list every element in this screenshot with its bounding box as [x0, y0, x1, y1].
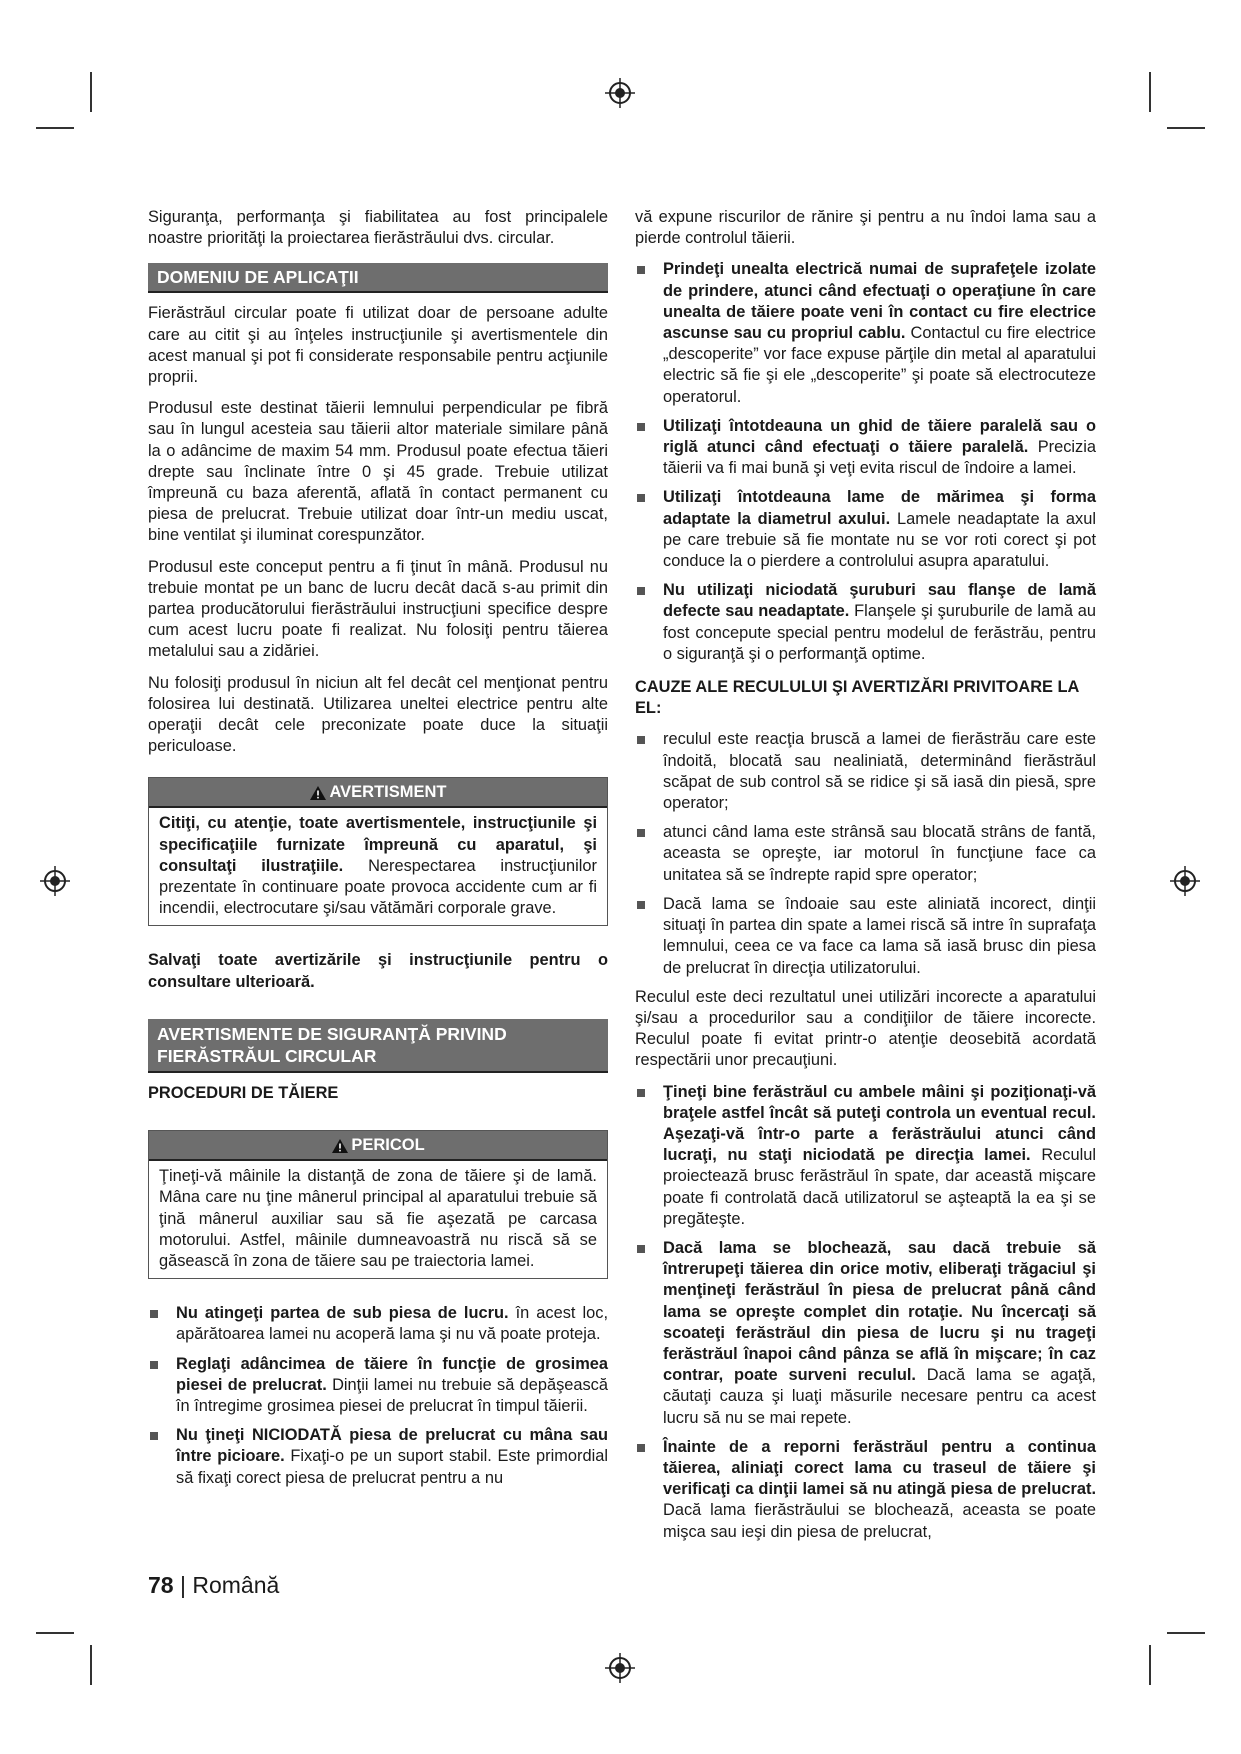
section-title-domeniu: DOMENIU DE APLICAŢII	[148, 263, 608, 293]
crop-mark	[1149, 72, 1151, 112]
registration-mark-icon	[605, 1653, 635, 1683]
bullet-square-icon	[150, 1310, 158, 1318]
crop-mark	[1167, 1632, 1205, 1634]
footer-separator: |	[173, 1572, 193, 1598]
warning-box	[148, 777, 608, 926]
list-item: atunci când lama este strânsă sau blocată strâns de fantă, aceasta se opreşte, iar motorul în funcţiune face ca unitatea să se îndrepte rapid spre operator;	[635, 822, 1096, 886]
bullet-square-icon	[637, 1245, 645, 1253]
crop-mark	[36, 1632, 74, 1634]
registration-mark-icon	[1170, 866, 1200, 896]
bullet-square-icon	[637, 266, 645, 274]
danger-box	[148, 1130, 608, 1279]
save-instructions-text: Salvaţi toate avertizările şi instrucţiunile pentru o consultare ulterioară.	[148, 951, 608, 991]
list-item: Nu ţineţi NICIODATĂ piesa de prelucrat cu mâna sau între picioare. Fixaţi-o pe un suport stabil. Este primordial să fixaţi corect piesa de prelucrat pentru a nu	[148, 1425, 608, 1489]
warning-text: Nerespectarea instrucţiunilor prezentate în continuare poate provoca accidente cum ar fi incendii, electrocutare şi/sau vătămări corporale grave.	[159, 856, 597, 918]
bullet-square-icon	[150, 1361, 158, 1369]
paragraph: Produsul este conceput pentru a fi ţinut în mână. Produsul nu trebuie montat pe un banc de lucru decât dacă s-au primit din partea producătorului fierăstrăului instrucţiuni specifice despre cum acest lucru poate fi realizat. Nu folosiţi pentru tăierea metalului sau a zidăriei.	[148, 557, 608, 661]
bullet-square-icon	[637, 587, 645, 595]
bullet-square-icon	[637, 494, 645, 502]
footer-language: Română	[192, 1572, 280, 1598]
list-item: Dacă lama se îndoaie sau este aliniată incorect, dinţii situaţi în partea din spate a lamei riscă să intre în suprafaţa lemnului, ceea ce va face ca lama să iasă brusc din piesa de prelucrat în direcţia utilizatorului.	[635, 894, 1096, 979]
left-bullet-list	[148, 1303, 608, 1489]
bullet-square-icon	[637, 901, 645, 909]
list-item: Nu atingeţi partea de sub piesa de lucru. în acest loc, apărătoarea lamei nu acoperă lama şi nu vă poate proteja.	[148, 1303, 608, 1345]
crop-mark	[90, 1645, 92, 1685]
bullet-square-icon	[637, 423, 645, 431]
list-item: Utilizaţi întotdeauna un ghid de tăiere paralelă sau o riglă atunci când efectuaţi o tăiere paralelă. Precizia tăierii va fi mai bună şi veţi evita riscul de îndoire a lamei.	[635, 416, 1096, 480]
bullet-square-icon	[150, 1432, 158, 1440]
list-item: Ţineţi bine ferăstrăul cu ambele mâini şi poziţionaţi-vă braţele astfel încât să puteţi controla un eventual recul. Aşezaţi-vă într-o parte a ferăstrăului atunci când lucraţi, nu staţi niciodată pe direcţia lamei. Reculul proiectează brusc ferăstrăul în spate, dar această mişcare poate fi controlată dacă utilizatorul se aşteaptă la ea şi se pregăteşte.	[635, 1082, 1096, 1230]
danger-triangle-icon	[331, 1138, 349, 1154]
crop-mark	[1167, 127, 1205, 129]
crop-mark	[90, 72, 92, 112]
registration-mark-icon	[40, 866, 70, 896]
right-column	[635, 207, 1096, 1551]
subheading-cauze-recul: CAUZE ALE RECULULUI ŞI AVERTIZĂRI PRIVITOARE LA EL:	[635, 678, 1079, 718]
page-number: 78	[148, 1572, 174, 1598]
subheading-proceduri: PROCEDURI DE TĂIERE	[148, 1083, 339, 1102]
list-item: Dacă lama se blochează, sau dacă trebuie să întrerupeţi tăierea din orice motiv, eliberaţi trăgaciul şi menţineţi ferăstrăul în piesa de prelucrat până când lama se opreşte complet din rotaţie. Nu încercaţi să scoateţi ferăstrăul din piesa de lucru şi nu trageţi ferăstrăul înapoi când pânza se află în mişcare; în caz contrar, poate surveni reculul. Dacă lama se agaţă, căutaţi cauza şi luaţi măsurile necesare pentru ca acest lucru să nu se mai repete.	[635, 1238, 1096, 1429]
registration-mark-icon	[605, 78, 635, 108]
list-item: Reglaţi adâncimea de tăiere în funcţie de grosimea piesei de prelucrat. Dinţii lamei nu trebuie să depăşească în întregime grosimea piesei de prelucrat în timpul tăierii.	[148, 1354, 608, 1418]
paragraph: Nu folosiţi produsul în niciun alt fel decât cel menţionat pentru folosirea lui destinată. Utilizarea uneltei electrice pentru alte operaţii decât cele preconizate poate duce la situaţii periculoase.	[148, 673, 608, 756]
paragraph: Fierăstrăul circular poate fi utilizat doar de persoane adulte care au citit şi au înţeles instrucţiunile şi avertismentele din acest manual şi pot fi considerate responsabile pentru acţiunile proprii.	[148, 304, 608, 387]
warning-bold-text: Citiţi, cu atenţie, toate avertismentele, instrucţiunile şi specificaţiile furnizate împreună cu aparatul, şi consultaţi ilustraţiile.	[159, 814, 597, 875]
right-bullet-list-1	[635, 259, 1096, 665]
warning-triangle-icon	[309, 785, 327, 801]
list-item: Nu utilizaţi niciodată şuruburi sau flanşe de lamă defecte sau neadaptate. Flanşele şi şuruburile de lamă au fost concepute special pentru modelul de ferăstrău, pentru o siguranţă şi o performanţă optime.	[635, 580, 1096, 665]
bullet-square-icon	[637, 829, 645, 837]
right-bullet-list-2	[635, 729, 1096, 978]
section-title-avertismente: AVERTISMENTE DE SIGURANŢĂ PRIVIND FIERĂSTRĂUL CIRCULAR	[148, 1019, 608, 1073]
paragraph: Produsul este destinat tăierii lemnului perpendicular pe fibră sau în lungul acesteia sau tăierii altor materiale similare până la o adâncime de maxim 54 mm. Produsul poate efectua tăieri drepte sau înclinate între 0 şi 45 grade. Trebuie utilizat împreună cu baza aferentă, aflată în contact permanent cu piesa de prelucrat. Trebuie utilizat doar într-un mediu uscat, bine ventilat şi iluminat corespunzător.	[148, 399, 608, 545]
intro-text: Siguranţa, performanţa şi fiabilitatea au fost principalele noastre priorităţi la proiectarea fierăstrăului dvs. circular.	[148, 208, 608, 248]
list-item: Utilizaţi întotdeauna lame de mărimea şi forma adaptate la diametrul axului. Lamele neadaptate la axul pe care trebuie să fie montate nu se vor roti corect şi pot conduce la o pierdere a controlului asupra aparatului.	[635, 487, 1096, 572]
list-item: Prindeţi unealta electrică numai de suprafeţele izolate de prindere, atunci când efectuaţi o operaţiune în care unealta de tăiere poate veni în contact cu fire electrice ascunse sau cu propriul cablu. Contactul cu fire electrice „descoperite” vor face expuse părţile din metal al aparatului electric să fie şi ele „descoperite” şi poate să electrocuteze operatorul.	[635, 259, 1096, 407]
left-column	[148, 207, 608, 1497]
warning-title: AVERTISMENT	[329, 783, 447, 802]
crop-mark	[36, 127, 74, 129]
list-item: Înainte de a reporni ferăstrăul pentru a continua tăierea, aliniaţi corect lama cu traseul de tăiere şi verificaţi ca dinţii lamei să nu atingă piesa de prelucrat. Dacă lama fierăstrăului se blochează, aceasta se poate mişca sau ieşi din piesa de prelucrat,	[635, 1437, 1096, 1543]
bullet-square-icon	[637, 1444, 645, 1452]
bullet-square-icon	[637, 1089, 645, 1097]
bullet-square-icon	[637, 736, 645, 744]
list-item: reculul este reacţia bruscă a lamei de fierăstrău care este îndoită, blocată sau nealiniată, determinând fierăstrăul scăpat de sub control să se ridice şi să iasă din piesă, spre operator;	[635, 729, 1096, 814]
danger-text: Ţineţi-vă mâinile la distanţă de zona de tăiere şi de lamă. Mâna care nu ţine mânerul principal al aparatului trebuie să ţină mânerul auxiliar sau să fie aşezată pe carcasa motorului. Astfel, mâinile dumneavoastră nu riscă să se găsească în zona de tăiere sau pe traiectoria lamei.	[159, 1167, 597, 1270]
continued-text: vă expune riscurilor de rănire şi pentru a nu îndoi lama sau a pierde controlul tăierii.	[635, 208, 1096, 248]
danger-title: PERICOL	[351, 1136, 425, 1155]
page-footer	[148, 1572, 279, 1599]
right-bullet-list-3	[635, 1082, 1096, 1543]
crop-mark	[1149, 1645, 1151, 1685]
paragraph: Reculul este deci rezultatul unei utilizări incorecte a aparatului şi/sau a procedurilor sau a condiţiilor de tăiere incorecte. Reculul poate fi evitat printr-o atenţie deosebită acordată respectării unor precauţiuni.	[635, 987, 1096, 1070]
